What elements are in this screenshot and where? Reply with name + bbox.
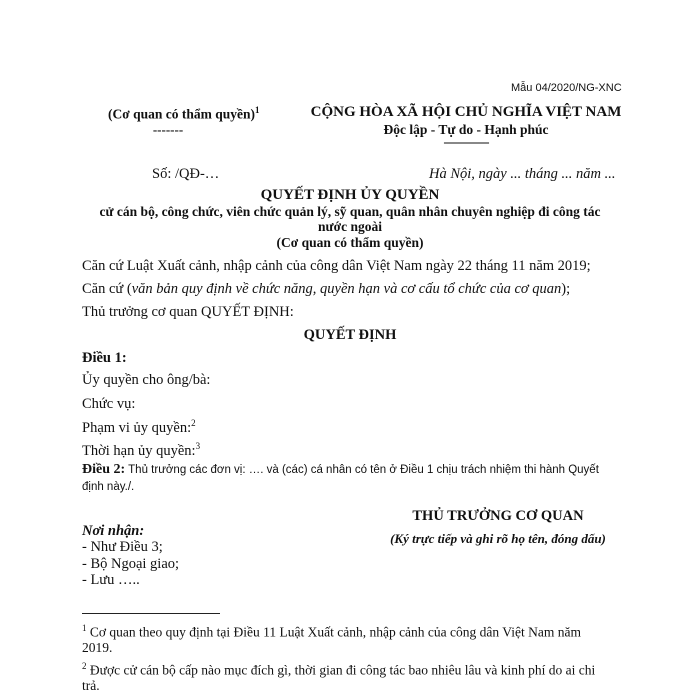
country-name: CỘNG HÒA XÃ HỘI CHỦ NGHĨA VIỆT NAM bbox=[310, 104, 622, 120]
position-field: Chức vụ: bbox=[82, 396, 136, 412]
legal-basis-2-italic: văn bản quy định về chức năng, quyền hạn và cơ cấu tổ chức của cơ quan bbox=[131, 281, 562, 297]
article-1-label: Điều 1: bbox=[82, 350, 127, 366]
title-subject-line1: cử cán bộ, công chức, viên chức quản lý, sỹ quan, quân nhân chuyên nghiệp đi công tác bbox=[99, 204, 601, 219]
recipient-item: - Bộ Ngoại giao; bbox=[82, 556, 180, 572]
motto-dashes: --------------- bbox=[443, 135, 489, 149]
signature-note: (Ký trực tiếp và ghi rõ họ tên, đóng dấu) bbox=[390, 531, 606, 546]
agency-label: (Cơ quan có thẩm quyền) bbox=[108, 106, 255, 122]
document-number: Số: /QĐ-… bbox=[152, 166, 220, 182]
footnote-2-line2: trả. bbox=[82, 678, 100, 693]
article-2-line2: định này./. bbox=[82, 481, 135, 493]
article-2-label: Điều 2: bbox=[82, 462, 126, 477]
footnote-2-mark: 2 bbox=[82, 661, 87, 671]
legal-basis-1: Căn cứ Luật Xuất cảnh, nhập cảnh của công dân Việt Nam ngày 22 tháng 11 năm 2019; bbox=[82, 258, 591, 274]
form-code: Mẫu 04/2020/NG-XNC bbox=[511, 82, 622, 94]
signature-title: THỦ TRƯỞNG CƠ QUAN bbox=[412, 508, 584, 524]
footnote-1-line2: 2019. bbox=[82, 640, 113, 655]
duration-label: Thời hạn ủy quyền: bbox=[82, 442, 196, 459]
article-2-text1: Thủ trưởng các đơn vị: …. và (các) cá nhân có tên ở Điều 1 chịu trách nhiệm thi hành Quyết bbox=[125, 464, 599, 476]
scope-footnote-mark: 2 bbox=[191, 418, 196, 428]
footnote-1-text: Cơ quan theo quy định tại Điều 11 Luật Xuất cảnh, nhập cảnh của công dân Việt Nam năm bbox=[86, 624, 581, 640]
article-2-line1 bbox=[82, 462, 599, 478]
agency-name bbox=[108, 105, 260, 123]
footnote-separator bbox=[82, 613, 220, 614]
head-decides: Thủ trưởng cơ quan QUYẾT ĐỊNH: bbox=[82, 304, 294, 320]
national-motto: Độc lập - Tự do - Hạnh phúc bbox=[383, 122, 549, 137]
legal-basis-2 bbox=[82, 281, 570, 298]
recipient-item: - Như Điều 3; bbox=[82, 539, 163, 555]
scope-field bbox=[82, 418, 196, 437]
document-title: QUYẾT ĐỊNH ỦY QUYỀN bbox=[260, 187, 440, 203]
agency-dashes: ------- bbox=[152, 122, 184, 137]
duration-field bbox=[82, 441, 200, 460]
duration-footnote-mark: 3 bbox=[195, 441, 201, 451]
legal-basis-2-suffix: ); bbox=[561, 281, 571, 297]
footnote-2-text: Được cử cán bộ cấp nào mục đích gì, thời gian đi công tác bao nhiêu lâu và kinh phí do ai chi bbox=[86, 662, 596, 678]
legal-basis-2-prefix: Căn cứ ( bbox=[82, 281, 132, 297]
footnote-1-mark: 1 bbox=[82, 623, 87, 633]
agency-footnote-mark: 1 bbox=[255, 105, 260, 115]
footnote-2-line1 bbox=[82, 661, 595, 679]
scope-label: Phạm vi ủy quyền: bbox=[82, 419, 192, 436]
authorize-field: Ủy quyền cho ông/bà: bbox=[82, 372, 211, 388]
recipients-heading: Nơi nhận: bbox=[82, 523, 145, 539]
recipient-item: - Lưu ….. bbox=[82, 572, 140, 588]
title-agency: (Cơ quan có thẩm quyền) bbox=[276, 235, 424, 250]
decision-heading: QUYẾT ĐỊNH bbox=[303, 327, 397, 343]
footnote-1-line1 bbox=[82, 623, 581, 641]
place-date: Hà Nội, ngày ... tháng ... năm ... bbox=[429, 166, 616, 182]
title-subject-line2: nước ngoài bbox=[318, 219, 382, 234]
